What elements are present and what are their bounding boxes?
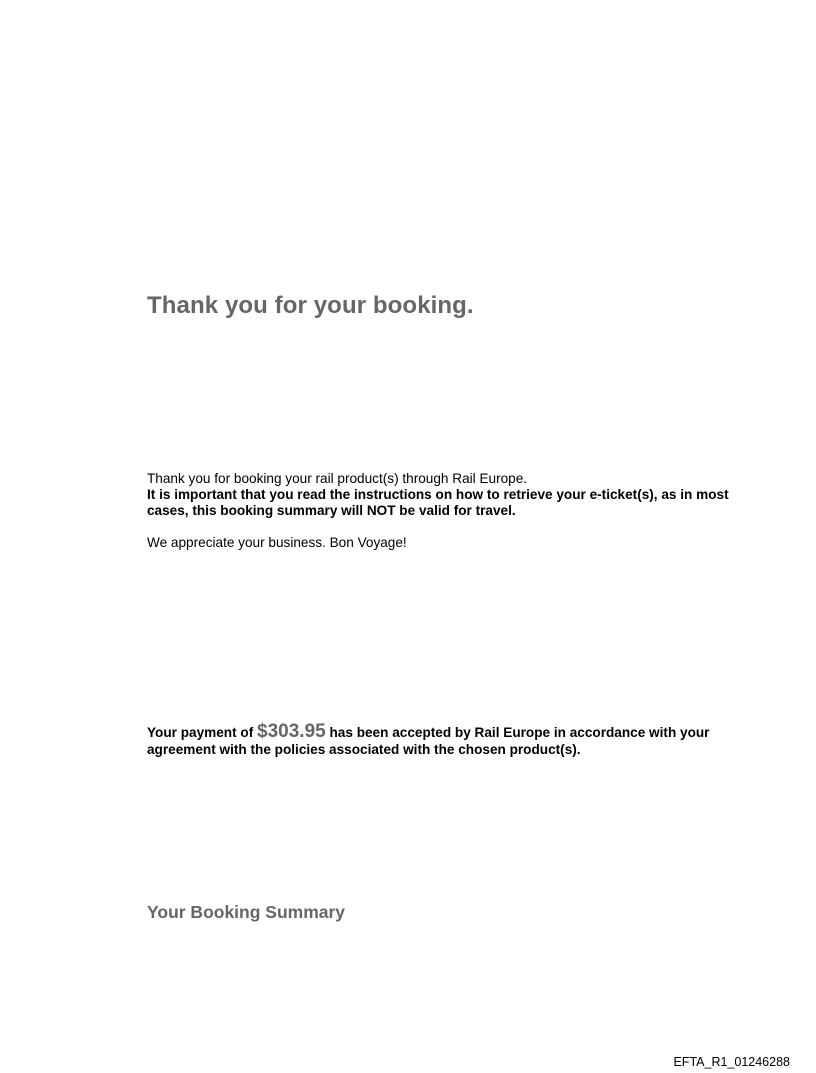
- intro-important-notice: It is important that you read the instructions on how to retrieve your e-ticket(s), as in most cases, this booking summary will NOT be valid for travel.: [147, 487, 729, 518]
- payment-confirmation: [147, 723, 747, 758]
- page-title: Thank you for your booking.: [147, 292, 474, 319]
- booking-summary-heading: Your Booking Summary: [147, 902, 346, 922]
- intro-thanks-text: Thank you for booking your rail product(s) through Rail Europe.: [147, 471, 528, 486]
- payment-suffix: has been accepted by Rail Europe in accordance with your agreement with the policies associated with the chosen product(s).: [147, 725, 710, 757]
- payment-amount: $303.95: [257, 721, 326, 742]
- document-id: EFTA_R1_01246288: [673, 1055, 790, 1069]
- intro-message: [147, 471, 747, 551]
- intro-closing-text: We appreciate your business. Bon Voyage!: [147, 535, 407, 550]
- payment-prefix: Your payment of: [147, 725, 258, 740]
